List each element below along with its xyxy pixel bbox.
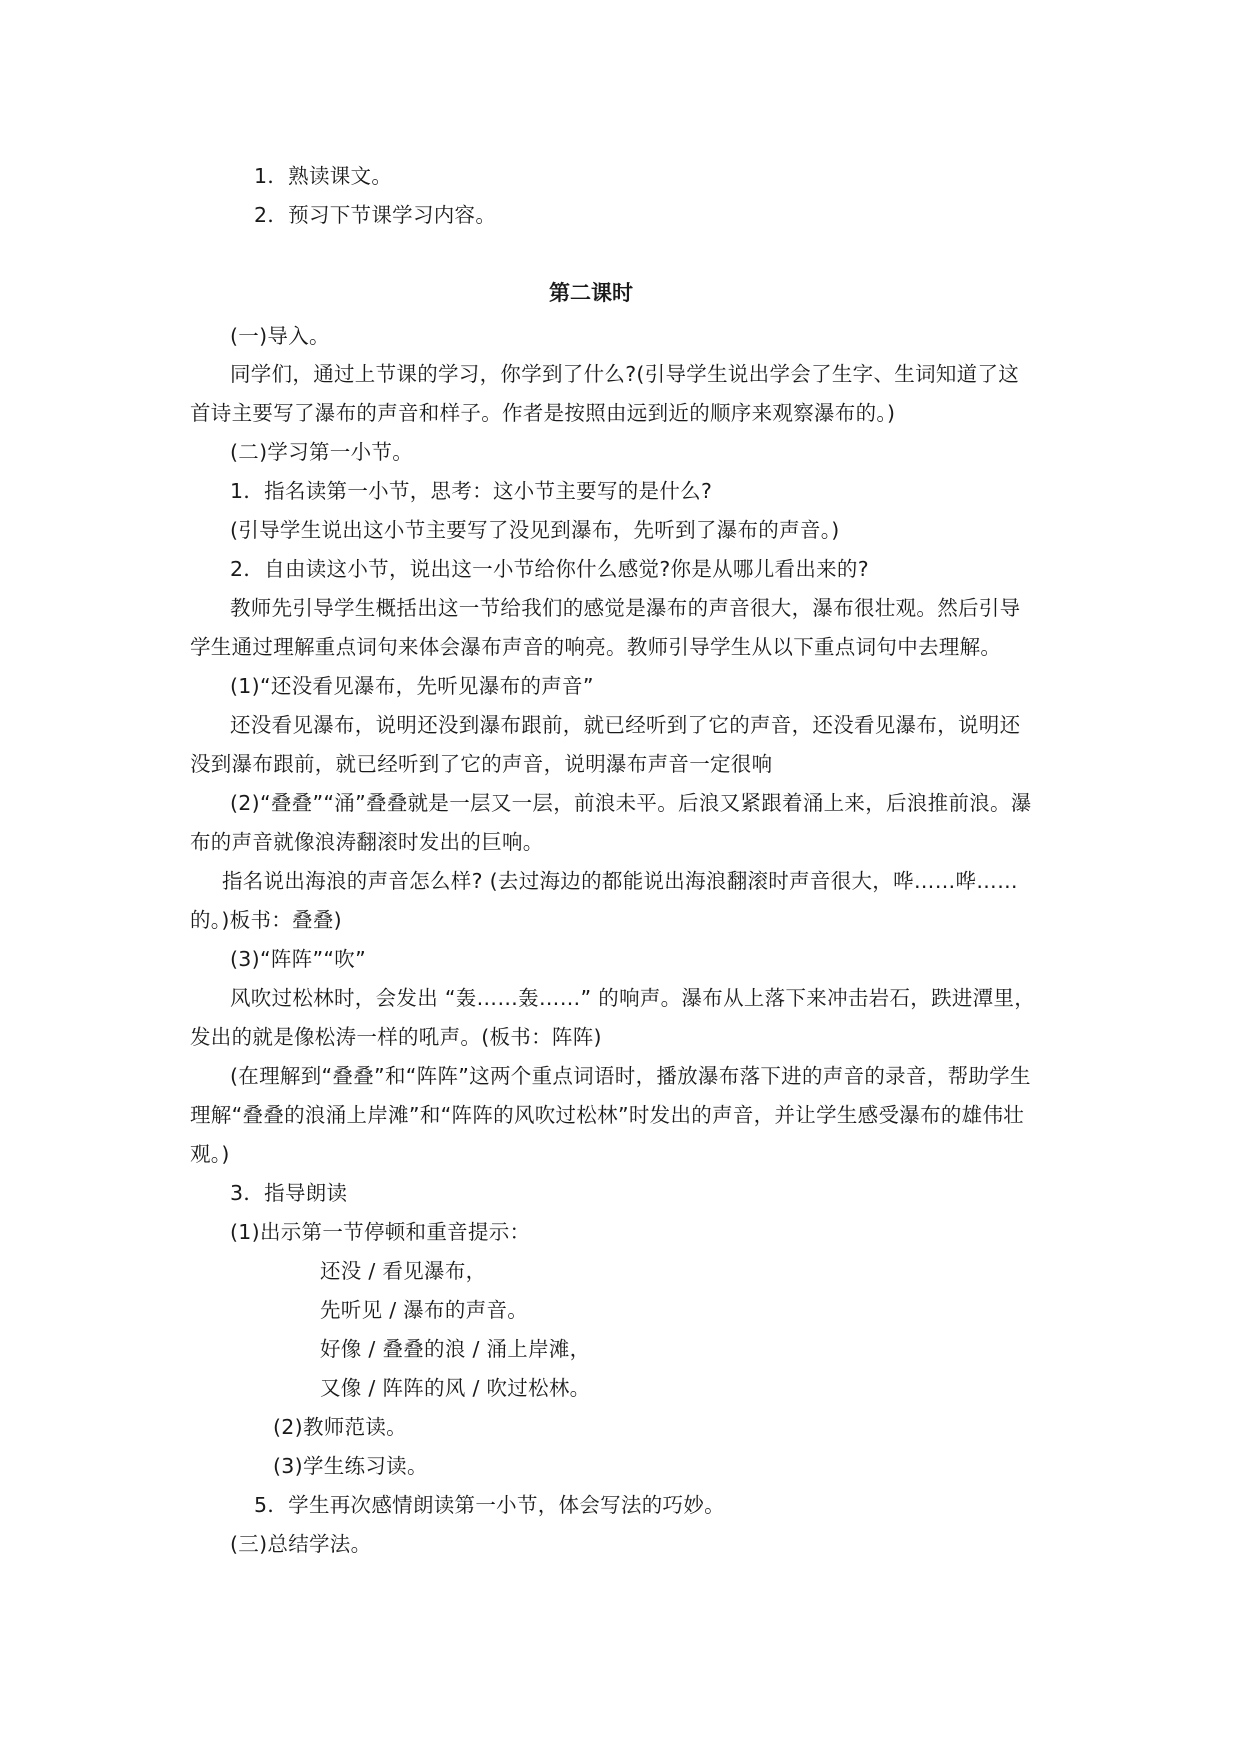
paragraph-line: 同学们，通过上节课的学习，你学到了什么?(引导学生说出学会了生字、生词知道了这 bbox=[230, 362, 1020, 386]
paragraph-line: 指名说出海浪的声音怎么样? (去过海边的都能说出海浪翻滚时声音很大，哗……哗…… bbox=[222, 869, 1018, 893]
subheading-summary: (三)总结学法。 bbox=[230, 1532, 372, 1556]
paragraph-line: 风吹过松林时，会发出 “轰……轰……” 的响声。瀑布从上落下来冲击岩石，跌进潭里， bbox=[230, 986, 1036, 1010]
paragraph-line: 2．自由读这小节，说出这一小节给你什么感觉?你是从哪儿看出来的? bbox=[230, 557, 869, 581]
paragraph-line: (3)“阵阵”“吹” bbox=[230, 947, 367, 971]
paragraph-line: 1．指名读第一小节，思考：这小节主要写的是什么? bbox=[230, 479, 713, 503]
section-heading: 第二课时 bbox=[549, 281, 633, 305]
paragraph-line: 还没看见瀑布，说明还没到瀑布跟前，就已经听到了它的声音，还没看见瀑布，说明还 bbox=[230, 713, 1021, 737]
poem-line: 又像 / 阵阵的风 / 吹过松林。 bbox=[320, 1376, 591, 1400]
paragraph-line: 发出的就是像松涛一样的吼声。(板书：阵阵) bbox=[190, 1025, 602, 1049]
paragraph-line: 的。)板书：叠叠) bbox=[190, 908, 342, 932]
homework-item-2: 2．预习下节课学习内容。 bbox=[254, 203, 497, 227]
subheading-intro: (一)导入。 bbox=[230, 324, 330, 348]
paragraph-line: 3．指导朗读 bbox=[230, 1181, 348, 1205]
paragraph-line: (引导学生说出这小节主要写了没见到瀑布，先听到了瀑布的声音。) bbox=[230, 518, 840, 542]
paragraph-line: (3)学生练习读。 bbox=[273, 1454, 428, 1478]
poem-line: 先听见 / 瀑布的声音。 bbox=[320, 1298, 529, 1322]
paragraph-line: (2)“叠叠”“涌”叠叠就是一层又一层，前浪未平。后浪又紧跟着涌上来，后浪推前浪。瀑 bbox=[230, 791, 1032, 815]
subheading-study: (二)学习第一小节。 bbox=[230, 440, 413, 464]
paragraph-line: 理解“叠叠的浪涌上岸滩”和“阵阵的风吹过松林”时发出的声音，并让学生感受瀑布的雄伟壮 bbox=[190, 1103, 1025, 1127]
poem-line: 好像 / 叠叠的浪 / 涌上岸滩， bbox=[320, 1337, 591, 1361]
paragraph-line: (1)“还没看见瀑布，先听见瀑布的声音” bbox=[230, 674, 594, 698]
paragraph-line: (在理解到“叠叠”和“阵阵”这两个重点词语时，播放瀑布落下进的声音的录音，帮助学生 bbox=[230, 1064, 1031, 1088]
paragraph-line: 教师先引导学生概括出这一节给我们的感觉是瀑布的声音很大，瀑布很壮观。然后引导 bbox=[230, 596, 1021, 620]
paragraph-line: 没到瀑布跟前，就已经听到了它的声音，说明瀑布声音一定很响 bbox=[190, 752, 773, 776]
paragraph-line: (2)教师范读。 bbox=[273, 1415, 407, 1439]
homework-item-1: 1．熟读课文。 bbox=[254, 164, 393, 188]
paragraph-line: 布的声音就像浪涛翻滚时发出的巨响。 bbox=[190, 830, 544, 854]
paragraph-line: 学生通过理解重点词句来体会瀑布声音的响亮。教师引导学生从以下重点词句中去理解。 bbox=[190, 635, 1002, 659]
paragraph-line: 首诗主要写了瀑布的声音和样子。作者是按照由远到近的顺序来观察瀑布的。) bbox=[190, 401, 896, 425]
paragraph-line: (1)出示第一节停顿和重音提示： bbox=[230, 1220, 531, 1244]
paragraph-line: 观。) bbox=[190, 1142, 230, 1166]
poem-line: 还没 / 看见瀑布， bbox=[320, 1259, 487, 1283]
paragraph-line: 5．学生再次感情朗读第一小节，体会写法的巧妙。 bbox=[254, 1493, 725, 1517]
